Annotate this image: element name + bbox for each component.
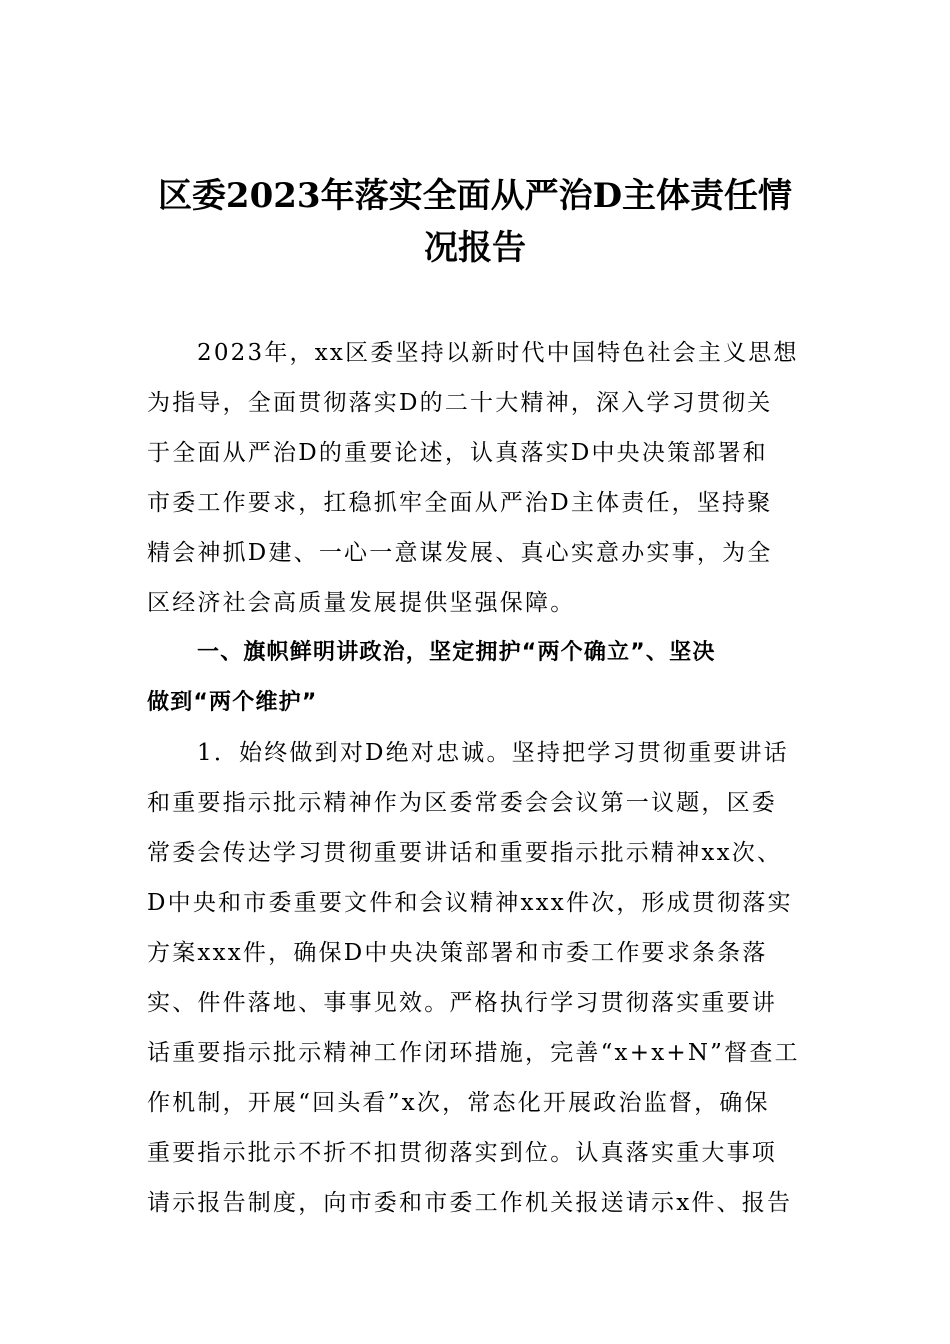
intro-paragraph-line: 2023年，xx区委坚持以新时代中国特色社会主义思想 bbox=[197, 340, 799, 366]
intro-paragraph-line: 市委工作要求，扛稳抓牢全面从严治D主体责任，坚持聚 bbox=[147, 490, 773, 516]
item-paragraph-line: 常委会传达学习贯彻重要讲话和重要指示批示精神xx次、 bbox=[147, 840, 783, 866]
item-paragraph-line: D中央和市委重要文件和会议精神xxx件次，形成贯彻落实 bbox=[147, 890, 793, 916]
section-heading-line: 做到“两个维护” bbox=[147, 690, 318, 715]
item-paragraph-line: 实、件件落地、事事见效。严格执行学习贯彻落实重要讲 bbox=[147, 990, 777, 1016]
intro-paragraph-line: 精会神抓D建、一心一意谋发展、真心实意办实事，为全 bbox=[147, 540, 773, 566]
intro-paragraph-line: 为指导，全面贯彻落实D的二十大精神，深入学习贯彻关 bbox=[147, 390, 773, 416]
document-title bbox=[140, 170, 810, 274]
document-body bbox=[147, 328, 807, 1228]
intro-paragraph-line: 于全面从严治D的重要论述，认真落实D中央决策部署和 bbox=[147, 440, 768, 466]
item-paragraph-line: 作机制，开展“回头看”x次，常态化开展政治监督，确保 bbox=[147, 1090, 770, 1116]
item-paragraph-line: 重要指示批示不折不扣贯彻落实到位。认真落实重大事项 bbox=[147, 1140, 777, 1166]
intro-paragraph-line: 区经济社会高质量发展提供坚强保障。 bbox=[147, 590, 576, 616]
item-paragraph-line: 方案xxx件，确保D中央决策部署和市委工作要求条条落 bbox=[147, 940, 768, 966]
item-paragraph-line: 和重要指示批示精神作为区委常委会会议第一议题，区委 bbox=[147, 790, 777, 816]
item-paragraph-line: 请示报告制度，向市委和市委工作机关报送请示x件、报告 bbox=[147, 1190, 793, 1216]
item-paragraph-line: 话重要指示批示精神工作闭环措施，完善“x+x+N”督查工 bbox=[147, 1040, 800, 1066]
title-line-1: 区委2023年落实全面从严治D主体责任情 bbox=[157, 176, 793, 216]
section-heading-line: 一、旗帜鲜明讲政治，坚定拥护“两个确立”、坚决 bbox=[197, 640, 716, 665]
item-paragraph-line: 1．始终做到对D绝对忠诚。坚持把学习贯彻重要讲话 bbox=[197, 740, 789, 766]
title-line-2: 况报告 bbox=[424, 228, 526, 268]
